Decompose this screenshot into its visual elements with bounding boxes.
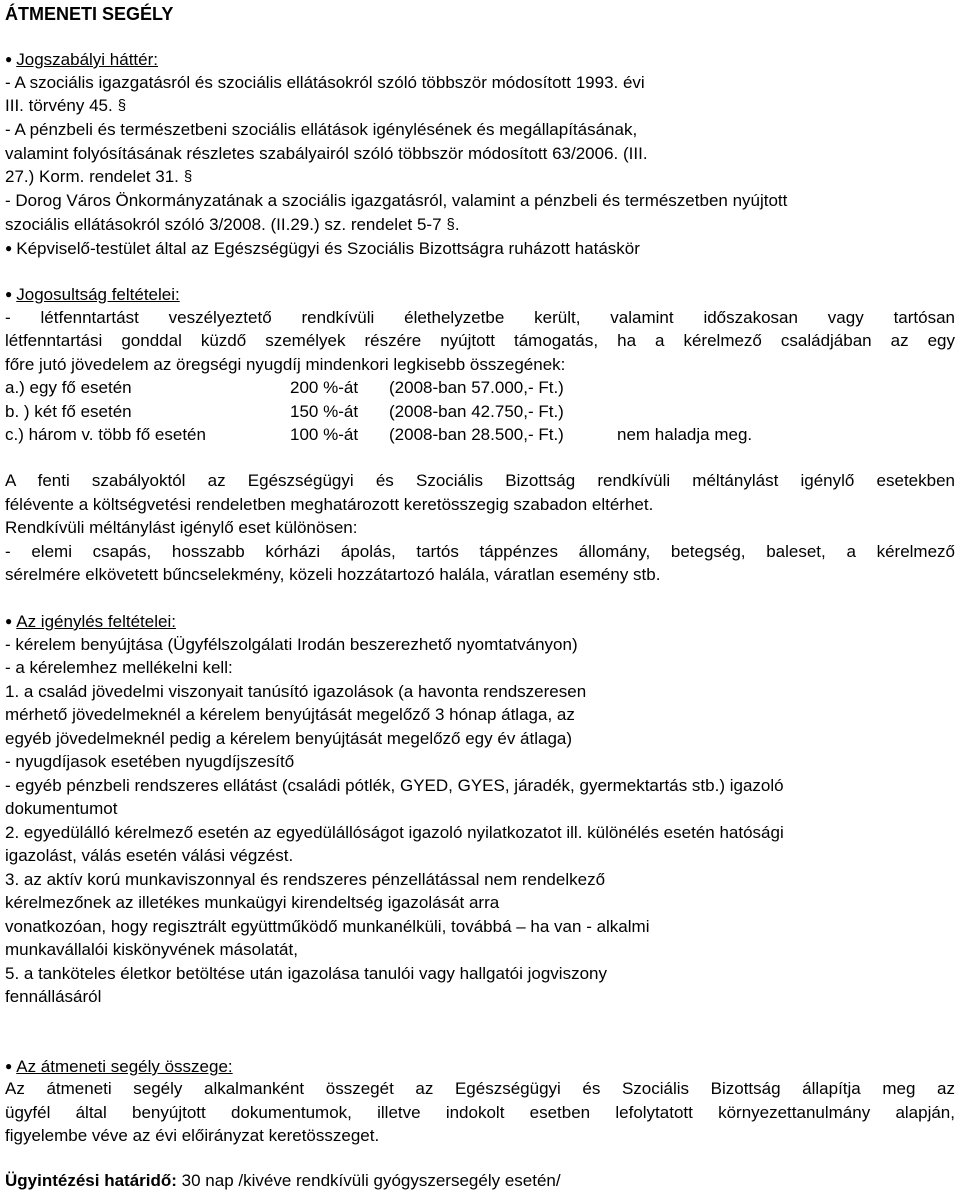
legal-line-2 (5, 95, 126, 117)
income-row (5, 377, 617, 399)
legal-heading-line (5, 48, 158, 71)
bullet-icon: ● (5, 52, 13, 66)
application-line: 3. az aktív korú munkaviszonnyal és rendszeres pénzellátással nem rendelkező (5, 870, 606, 889)
legal-line-8-text: Képviselő-testület által az Egészségügyi és Szociális Bizottságra ruházott hatáskör (16, 239, 640, 258)
income-row-pct: 100 %-át (290, 425, 359, 444)
application-line: 2. egyedülálló kérelmező esetén az egyedülállóságot igazoló nyilatkozatot ill. különélés esetén hatósági (5, 823, 784, 842)
application-line: 1. a család jövedelmi viszonyait tanúsító igazolások (a havonta rendszeresen (5, 682, 587, 701)
legal-line-7 (5, 214, 460, 236)
legal-line-2-text: III. törvény 45. (5, 96, 113, 115)
section-icon: § (446, 216, 455, 233)
income-row-pct: 150 %-át (290, 402, 359, 421)
application-line: - a kérelemhez mellékelni kell: (5, 658, 233, 677)
legal-line-5-text: 27.) Korm. rendelet 31. (5, 167, 179, 186)
deadline-line (5, 1170, 561, 1192)
legal-heading: Jogszabályi háttér: (16, 50, 158, 69)
amount-line-3: figyelembe véve az évi előirányzat keretösszeget. (5, 1126, 380, 1145)
application-line: mérhető jövedelmeknél a kérelem benyújtását megelőző 3 hónap átlaga, az (5, 705, 575, 724)
application-heading-line (5, 610, 176, 633)
equity-line-4: - elemi csapás, hosszabb kórházi ápolás, tartós táppénzes állomány, betegség, baleset, a kérelmező (5, 542, 955, 561)
equity-line-5: sérelmére elkövetett bűncselekmény, közeli hozzátartozó halála, váratlan esemény stb. (5, 565, 661, 584)
legal-line-5 (5, 166, 192, 188)
application-line: - egyéb pénzbeli rendszeres ellátást (családi pótlék, GYED, GYES, járadék, gyermektartás stb.) igazoló (5, 776, 784, 795)
legal-line-3: - A pénzbeli és természetbeni szociális ellátások igénylésének és megállapításának, (5, 120, 638, 139)
legal-line-7-end: . (454, 215, 460, 234)
income-row-note: (2008-ban 42.750,- Ft.) (389, 402, 564, 421)
application-line: egyéb jövedelmeknél pedig a kérelem benyújtását megelőző egy év átlaga) (5, 729, 573, 748)
amount-heading: Az átmeneti segély összege: (16, 1057, 233, 1076)
application-line: munkavállalói kiskönyvének másolatát, (5, 940, 298, 959)
eligibility-heading-line (5, 283, 180, 306)
income-row-label: c.) három v. több fő esetén (5, 425, 206, 444)
application-heading: Az igénylés feltételei: (16, 612, 176, 631)
eligibility-heading: Jogosultság feltételei: (16, 285, 180, 304)
bullet-icon: ● (5, 614, 13, 628)
application-line: dokumentumot (5, 799, 118, 818)
legal-line-8 (5, 237, 640, 260)
page-title: ÁTMENETI SEGÉLY (5, 4, 174, 24)
amount-heading-line (5, 1055, 233, 1078)
amount-line-1: Az átmeneti segély alkalmanként összegét az Egészségügyi és Szociális Bizottság állapítja meg az (5, 1079, 955, 1098)
income-row (5, 401, 617, 423)
application-line: fennállásáról (5, 987, 102, 1006)
income-row-note: (2008-ban 57.000,- Ft.) (389, 378, 564, 397)
eligibility-line-2: létfenntartási gonddal küzdő személyek részére nyújtott támogatás, ha a kérelmező családjában az egy (5, 331, 955, 350)
application-line: vonatkozóan, hogy regisztrált együttműködő munkanélküli, továbbá – ha van - alkalmi (5, 917, 650, 936)
legal-line-6: - Dorog Város Önkormányzatának a szociális igazgatásról, valamint a pénzbeli és természetben nyújtott (5, 191, 788, 210)
eligibility-line-1: - létfenntartást veszélyeztető rendkívüli élethelyzetbe került, valamint időszakosan vagy tartósan (5, 308, 955, 327)
application-line: 5. a tanköteles életkor betöltése után igazolása tanulói vagy hallgatói jogviszony (5, 964, 607, 983)
application-line: kérelmezőnek az illetékes munkaügyi kirendeltség igazolását arra (5, 893, 500, 912)
application-line: - kérelem benyújtása (Ügyfélszolgálati Irodán beszerezhető nyomtatványon) (5, 635, 578, 654)
equity-line-3: Rendkívüli méltánylást igénylő eset különösen: (5, 518, 358, 537)
application-line: - nyugdíjasok esetében nyugdíjszesítő (5, 752, 295, 771)
bullet-icon: ● (5, 287, 13, 301)
income-row-note: (2008-ban 28.500,- Ft.) (389, 425, 564, 444)
legal-line-7-text: szociális ellátásokról szóló 3/2008. (II.29.) sz. rendelet 5-7 (5, 215, 442, 234)
deadline-label: Ügyintézési határidő: (5, 1171, 177, 1190)
legal-line-1: - A szociális igazgatásról és szociális ellátásokról szóló többször módosított 1993. évi (5, 73, 645, 92)
income-row-pct: 200 %-át (290, 378, 359, 397)
bullet-icon: ● (5, 1059, 13, 1073)
legal-line-4: valamint folyósításának részletes szabályairól szóló többször módosított 63/2006. (III. (5, 144, 648, 163)
deadline-value: 30 nap /kivéve rendkívüli gyógyszersegély esetén/ (181, 1171, 561, 1190)
income-row-label: b. ) két fő esetén (5, 402, 132, 421)
income-row (5, 424, 752, 446)
income-row-extra: nem haladja meg. (617, 425, 753, 444)
section-icon: § (183, 168, 193, 185)
application-line: igazolást, válás esetén válási végzést. (5, 846, 294, 865)
equity-line-1: A fenti szabályoktól az Egészségügyi és Szociális Bizottság rendkívüli méltánylást igénylő esetekben (5, 471, 955, 490)
section-icon: § (117, 97, 127, 114)
income-row-label: a.) egy fő esetén (5, 378, 132, 397)
eligibility-line-3: főre jutó jövedelem az öregségi nyugdíj mindenkori legkisebb összegének: (5, 355, 566, 374)
amount-line-2: ügyfél által benyújtott dokumentumok, illetve indokolt esetben lefolytatott környezettanulmány alapján, (5, 1103, 955, 1122)
equity-line-2: félévente a költségvetési rendeletben meghatározott keretösszegig szabadon eltérhet. (5, 495, 654, 514)
bullet-icon: ● (5, 241, 13, 255)
